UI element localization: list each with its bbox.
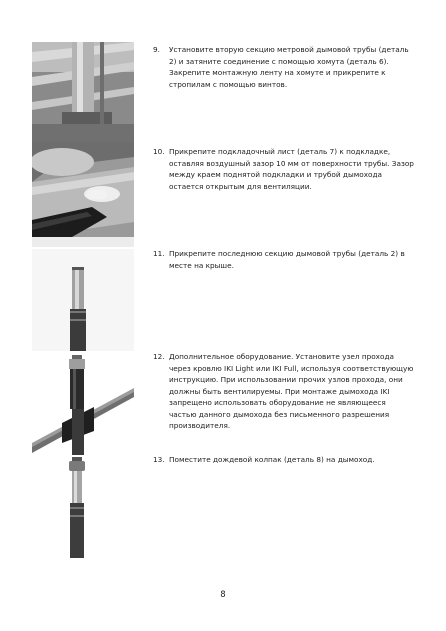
photo-step-10 (32, 142, 134, 247)
step-11 (153, 248, 415, 271)
step-text: Прикрепите последнюю секцию дымовой трубы (деталь 2) в месте на крыше. (169, 249, 405, 270)
step-number: 9. (153, 45, 160, 54)
step-number: 13. (153, 455, 165, 464)
step-10 (153, 146, 415, 192)
step-text: Поместите дождевой колпак (деталь 8) на дымоход. (169, 455, 375, 464)
photo-step-13 (32, 455, 134, 558)
photo-step-11 (32, 249, 134, 351)
step-9 (153, 44, 415, 90)
step-number: 12. (153, 352, 165, 361)
photo-step-9 (32, 42, 134, 142)
step-number: 11. (153, 249, 165, 258)
step-13 (153, 454, 415, 466)
step-number: 10. (153, 147, 165, 156)
photo-step-12 (32, 351, 134, 455)
page-number: 8 (220, 590, 226, 600)
step-text: Прикрепите подкладочный лист (деталь 7) к подкладке, оставляя воздушный зазор 10 мм от поверхности трубы. Зазор между краем поднятой подкладки и трубой дымохода остается открытым для вентиляции. (169, 147, 414, 191)
step-12 (153, 351, 415, 432)
step-text: Установите вторую секцию метровой дымовой трубы (деталь 2) и затяните соединение с помощью хомута (деталь 6). Закрепите монтажную ленту на хомуте и прикрепите к стропилам с помощью винтов. (169, 45, 409, 89)
step-text: Дополнительное оборудование. Установите узел прохода через кровлю IKI Light или IKI Full, используя соответствующую инструкцию. При использовании прочих узлов прохода, они должны быть вентилируемы. При монтаже дымохода IKI запрещено использовать оборудование не являющееся частью данного дымохода без письменного разрешения производителя. (169, 352, 414, 430)
